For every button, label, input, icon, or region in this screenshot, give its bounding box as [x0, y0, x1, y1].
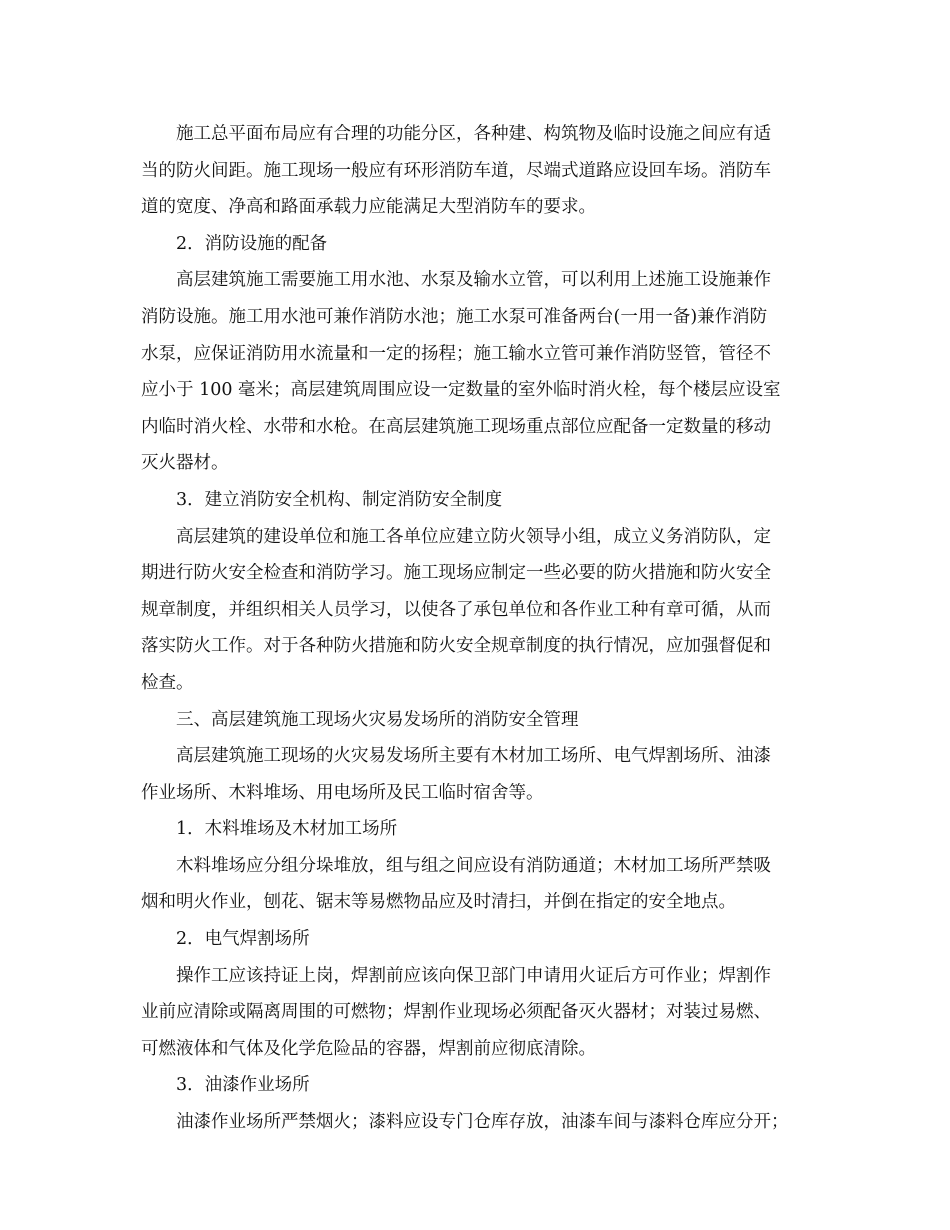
- paragraph-timber-yard: 木料堆场应分组分垛堆放，组与组之间应设有消防通道；木材加工场所严禁吸 烟和明火作业，刨花、锯末等易燃物品应及时清扫，并倒在指定的安全地点。: [141, 855, 771, 913]
- section-heading-fire-prone-areas: 三、高层建筑施工现场火灾易发场所的消防安全管理: [176, 709, 579, 730]
- heading-welding-area: 2．电气焊割场所: [176, 929, 310, 950]
- heading-fire-facilities: 2．消防设施的配备: [176, 233, 328, 254]
- document-body: [141, 116, 821, 1141]
- paragraph-fire-facilities: 高层建筑施工需要施工用水池、水泵及输水立管，可以利用上述施工设施兼作 消防设施。施工用水池可兼作消防水池；施工水泵可准备两台(一用一备)兼作消防 水泵，应保证消防用水流量和一定的扬程；施工输水立管可兼作消防竖管，管径不 应小于 100 毫米；高层建筑周围应设一定数量的室外临时消火栓，每个楼层应设室 内临时消火栓、水带和水枪。在高层建筑施工现场重点部位应配备一定数量的移动 灭火器材。: [141, 270, 781, 474]
- heading-timber-yard: 1．木料堆场及木材加工场所: [176, 819, 398, 840]
- paragraph-fire-prone-areas: 高层建筑施工现场的火灾易发场所主要有木材加工场所、电气焊割场所、油漆 作业场所、木料堆场、用电场所及民工临时宿舍等。: [141, 746, 771, 803]
- paragraph-safety-organization: 高层建筑的建设单位和施工各单位应建立防火领导小组，成立义务消防队，定 期进行防火安全检查和消防学习。施工现场应制定一些必要的防火措施和防火安全 规章制度，并组织相关人员学习，以使各了承包单位和各作业工种有章可循，从而 落实防火工作。对于各种防火措施和防火安全规章制度的执行情况，应加强督促和 检查。: [141, 526, 771, 693]
- heading-safety-organization: 3．建立消防安全机构、制定消防安全制度: [176, 489, 503, 510]
- paragraph-welding-area: 操作工应该持证上岗，焊割前应该向保卫部门申请用火证后方可作业；焊割作 业前应清除或隔离周围的可燃物；焊割作业现场必须配备灭火器材；对装过易燃、 可燃液体和气体及化学危险品的容器，焊割前应彻底清除。: [141, 965, 771, 1059]
- paragraph-site-layout: 施工总平面布局应有合理的功能分区，各种建、构筑物及临时设施之间应有适 当的防火间距。施工现场一般应有环形消防车道，尽端式道路应设回车场。消防车 道的宽度、净高和路面承载力应能满足大型消防车的要求。: [141, 124, 771, 218]
- heading-paint-area: 3．油漆作业场所: [176, 1075, 310, 1096]
- paragraph-paint-area: 油漆作业场所严禁烟火；漆料应设专门仓库存放，油漆车间与漆料仓库应分开；: [176, 1112, 789, 1133]
